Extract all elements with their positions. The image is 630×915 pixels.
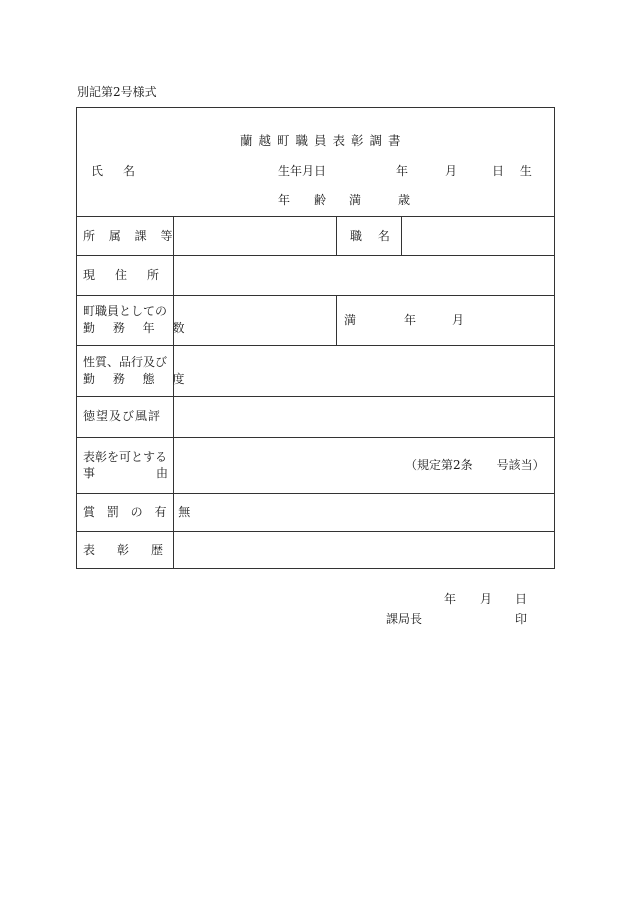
age-label: 年 齢 [278, 193, 327, 207]
reason-label-line2b: 由 [156, 466, 169, 480]
service-years-field[interactable] [174, 296, 334, 344]
signer-title: 課局長 [386, 612, 423, 626]
birth-month-unit: 月 [445, 164, 458, 178]
service-year-unit: 年 [404, 313, 417, 327]
column-divider [336, 295, 337, 345]
form-id: 別記第2号様式 [77, 85, 157, 99]
character-label-line1: 性質、品行及び [83, 355, 168, 369]
footer-month-unit: 月 [480, 592, 493, 606]
service-full: 満 [344, 313, 357, 327]
address-field[interactable] [174, 256, 552, 294]
commendation-history-field[interactable] [174, 532, 552, 568]
birth-year-unit: 年 [396, 164, 409, 178]
age-unit: 歳 [398, 193, 411, 207]
service-years-label-line2: 勤 務 年 数 [83, 321, 192, 335]
form-title: 蘭越町職員表彰調書 [240, 133, 407, 148]
reputation-label: 徳望及び風評 [83, 409, 162, 423]
reputation-field[interactable] [174, 397, 552, 435]
reason-label-line1: 表彰を可とする [83, 450, 168, 464]
position-field[interactable] [402, 217, 552, 255]
character-label-line2: 勤 務 態 度 [83, 372, 192, 386]
address-label: 現 住 所 [83, 268, 164, 282]
commendation-history-label: 表 彰 歴 [83, 543, 169, 557]
column-divider [336, 216, 337, 255]
reason-label-line2a: 事 [83, 466, 96, 480]
footer-year-unit: 年 [444, 592, 457, 606]
reason-regulation-note: （規定第2条 号該当） [405, 458, 545, 472]
name-label: 氏 名 [91, 164, 140, 178]
position-label: 職 名 [350, 229, 396, 243]
service-years-label-line1: 町職員としての [83, 304, 168, 318]
service-month-unit: 月 [452, 313, 465, 327]
department-label: 所 属 課 等 [83, 229, 178, 243]
department-field[interactable] [174, 217, 334, 255]
age-full: 満 [349, 193, 362, 207]
seal-mark: 印 [515, 612, 528, 626]
birth-date-label: 生年月日 [278, 164, 327, 178]
character-field[interactable] [174, 346, 552, 394]
birth-day-unit: 日 生 [492, 164, 538, 178]
punishment-field[interactable] [174, 494, 552, 530]
footer-day-unit: 日 [515, 592, 528, 606]
punishment-label: 賞 罰 の 有 無 [83, 505, 195, 519]
reason-field[interactable] [174, 438, 394, 492]
